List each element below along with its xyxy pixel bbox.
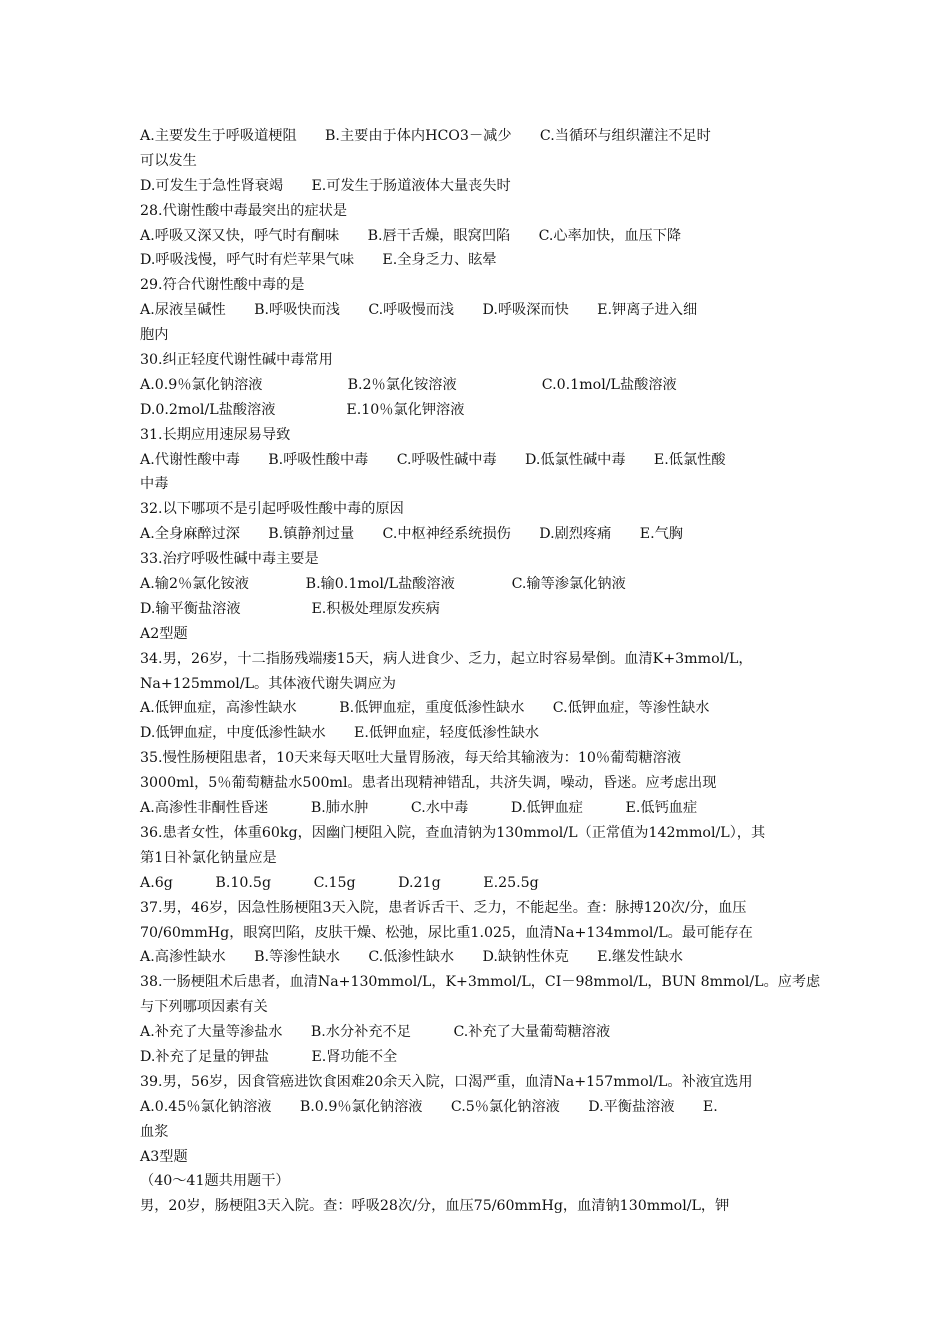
text-line: 34.男，26岁，十二指肠残端瘘15天，病人进食少、乏力，起立时容易晕倒。血清K+3mmol/L，: [140, 650, 753, 667]
text-line: A.呼吸又深又快，呼气时有酮味 B.唇干舌燥，眼窝凹陷 C.心率加快，血压下降: [140, 227, 682, 244]
text-line: 3000ml，5％葡萄糖盐水500ml。患者出现精神错乱，共济失调，噪动，昏迷。应考虑出现: [140, 775, 717, 792]
text-line: 31.长期应用速尿易导致: [140, 426, 291, 443]
text-line: 与下列哪项因素有关: [140, 999, 268, 1016]
text-line: 胞内: [140, 327, 169, 344]
text-line: A.代谢性酸中毒 B.呼吸性酸中毒 C.呼吸性碱中毒 D.低氯性碱中毒 E.低氯性酸: [140, 451, 726, 468]
text-line: 可以发生: [140, 152, 197, 169]
text-line: 第1日补氯化钠量应是: [140, 849, 277, 866]
text-line: A.0.45％氯化钠溶液 B.0.9％氯化钠溶液 C.5％氯化钠溶液 D.平衡盐溶液 E.: [140, 1098, 718, 1115]
text-line: 29.符合代谢性酸中毒的是: [140, 277, 305, 294]
text-line: A.高渗性非酮性昏迷 B.肺水肿 C.水中毒 D.低钾血症 E.低钙血症: [140, 800, 698, 817]
text-line: 39.男，56岁，因食管癌进饮食困难20余天入院，口渴严重，血清Na+157mmol/L。补液宜选用: [140, 1073, 753, 1090]
text-line: A.全身麻醉过深 B.镇静剂过量 C.中枢神经系统损伤 D.剧烈疼痛 E.气胸: [140, 526, 683, 543]
text-line: 70/60mmHg，眼窝凹陷，皮肤干燥、松弛，尿比重1.025，血清Na+134mmol/L。最可能存在: [140, 924, 753, 941]
text-line: 男，20岁，肠梗阻3天入院。查：呼吸28次/分，血压75/60mmHg，血清钠130mmol/L，钾: [140, 1198, 730, 1215]
text-line: 中毒: [140, 476, 169, 493]
text-line: 血浆: [140, 1123, 169, 1140]
text-line: D.可发生于急性肾衰竭 E.可发生于肠道液体大量丧失时: [140, 177, 511, 194]
text-line: A2型题: [140, 625, 188, 642]
document-page: [140, 124, 820, 1219]
text-line: 32.以下哪项不是引起呼吸性酸中毒的原因: [140, 501, 404, 518]
text-line: 37.男，46岁，因急性肠梗阻3天入院，患者诉舌干、乏力，不能起坐。查：脉搏120次/分，血压: [140, 899, 747, 916]
text-line: 38.一肠梗阻术后患者，血清Na+130mmol/L，K+3mmol/L，CI－98mmol/L，BUN 8mmol/L。应考虑: [140, 974, 821, 991]
text-line: A.低钾血症，高渗性缺水 B.低钾血症，重度低渗性缺水 C.低钾血症，等渗性缺水: [140, 700, 710, 717]
text-line: A.尿液呈碱性 B.呼吸快而浅 C.呼吸慢而浅 D.呼吸深而快 E.钾离子进入细: [140, 302, 698, 319]
text-line: D.补充了足量的钾盐 E.肾功能不全: [140, 1048, 398, 1065]
text-line: 36.患者女性，体重60kg，因幽门梗阻入院，查血清钠为130mmol/L（正常值为142mmol/L），其: [140, 824, 766, 841]
text-line: 33.治疗呼吸性碱中毒主要是: [140, 551, 319, 568]
text-line: A.输2％氯化铵液 B.输0.1mol/L盐酸溶液 C.输等渗氯化钠液: [140, 576, 626, 593]
text-line: 35.慢性肠梗阻患者，10天来每天呕吐大量胃肠液，每天给其输液为：10％葡萄糖溶液: [140, 750, 682, 767]
text-line: A.0.9％氯化钠溶液 B.2％氯化铵溶液 C.0.1mol/L盐酸溶液: [140, 376, 677, 393]
text-line: A.6g B.10.5g C.15g D.21g E.25.5g: [140, 874, 539, 891]
text-line: A3型题: [140, 1148, 188, 1165]
text-line: 30.纠正轻度代谢性碱中毒常用: [140, 352, 333, 369]
text-line: A.补充了大量等渗盐水 B.水分补充不足 C.补充了大量葡萄糖溶液: [140, 1024, 611, 1041]
text-line: 28.代谢性酸中毒最突出的症状是: [140, 202, 348, 219]
text-line: （40～41题共用题干）: [140, 1173, 290, 1190]
text-line: A.高渗性缺水 B.等渗性缺水 C.低渗性缺水 D.缺钠性休克 E.继发性缺水: [140, 949, 683, 966]
text-line: D.低钾血症，中度低渗性缺水 E.低钾血症，轻度低渗性缺水: [140, 725, 540, 742]
text-line: D.0.2mol/L盐酸溶液 E.10％氯化钾溶液: [140, 401, 465, 418]
text-line: Na+125mmol/L。其体液代谢失调应为: [140, 675, 396, 692]
text-line: D.输平衡盐溶液 E.积极处理原发疾病: [140, 600, 440, 617]
text-line: A.主要发生于呼吸道梗阻 B.主要由于体内HCO3－减少 C.当循环与组织灌注不足时: [140, 128, 711, 144]
text-line: D.呼吸浅慢，呼气时有烂苹果气味 E.全身乏力、眩晕: [140, 252, 497, 269]
